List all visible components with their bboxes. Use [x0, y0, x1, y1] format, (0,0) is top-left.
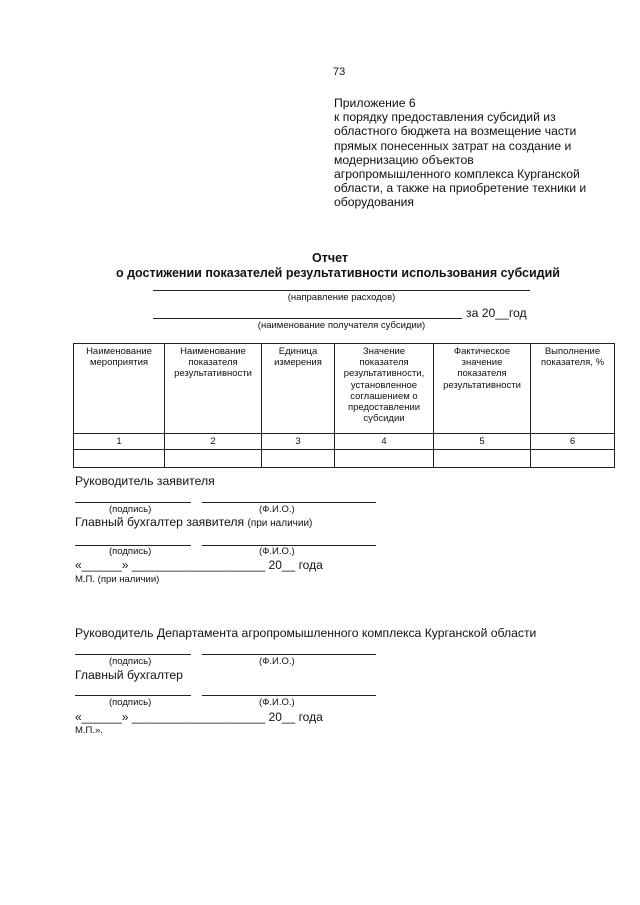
department-head-label: Руководитель Департамента агропромышленного комплекса Курганской области: [75, 626, 537, 640]
table-header-cell: Значение показателя результативности, установленное соглашением о предоставлении субсидии: [335, 344, 434, 434]
stamp-note: М.П.».: [75, 725, 103, 736]
report-title: Отчет: [311, 251, 348, 265]
fio-caption: (Ф.И.О.): [259, 504, 295, 515]
direction-caption: (направление расходов): [287, 292, 396, 303]
signature-caption: (подпись): [109, 504, 152, 515]
recipient-line: [153, 318, 462, 319]
signature-line: [75, 654, 191, 655]
table-header-cell: Фактическое значение показателя результативности: [434, 344, 531, 434]
signature-caption: (подпись): [109, 697, 152, 708]
column-number: 1: [74, 434, 165, 450]
signature-caption: (подпись): [109, 546, 152, 557]
fio-caption: (Ф.И.О.): [259, 546, 295, 557]
table-header-row: [74, 344, 615, 434]
stamp-note: М.П. (при наличии): [75, 574, 160, 585]
appendix-line: Приложение 6: [334, 96, 416, 110]
appendix-line: модернизацию объектов: [334, 152, 474, 167]
date-line: «______» ____________________ 20__ года: [75, 558, 323, 572]
table-cell: [74, 450, 165, 468]
column-number: 3: [262, 434, 335, 450]
table-header-cell: Наименование показателя результативности: [165, 344, 262, 434]
column-number: 6: [531, 434, 615, 450]
direction-line: [153, 290, 530, 291]
fio-caption: (Ф.И.О.): [259, 656, 295, 667]
table-cell: [262, 450, 335, 468]
chief-accountant-label: Главный бухгалтер: [75, 668, 183, 682]
fio-line: [202, 695, 376, 696]
fio-caption: (Ф.И.О.): [259, 697, 295, 708]
signature-line: [75, 502, 191, 503]
table-cell: [531, 450, 615, 468]
table-cell: [434, 450, 531, 468]
applicant-accountant-label: [75, 515, 312, 529]
column-number: 5: [434, 434, 531, 450]
table-cell: [335, 450, 434, 468]
appendix-line: к порядку предоставления субсидий из: [334, 110, 556, 125]
date-line: «______» ____________________ 20__ года: [75, 710, 323, 724]
recipient-caption: (наименование получателя субсидии): [257, 320, 426, 331]
appendix-line: областного бюджета на возмещение части: [334, 124, 577, 139]
for-year-label: за 20__год: [466, 306, 527, 320]
fio-line: [202, 502, 376, 503]
page-number: 73: [333, 66, 346, 78]
applicant-head-label: Руководитель заявителя: [75, 474, 215, 488]
report-table: [73, 343, 615, 468]
appendix-line: агропромышленного комплекса Курганской: [334, 167, 580, 182]
signature-line: [75, 695, 191, 696]
appendix-line: оборудования: [334, 195, 415, 210]
fio-line: [202, 654, 376, 655]
report-subtitle: о достижении показателей результативности использования субсидий: [116, 266, 560, 280]
signature-caption: (подпись): [109, 656, 152, 667]
table-header-cell: Единица измерения: [262, 344, 335, 434]
appendix-header: [334, 96, 624, 210]
if-any-note: (при наличии): [247, 518, 313, 529]
applicant-accountant-text: Главный бухгалтер заявителя: [75, 515, 245, 529]
table-empty-row: [74, 450, 615, 468]
table-cell: [165, 450, 262, 468]
table-header-cell: Наименование мероприятия: [74, 344, 165, 434]
table-number-row: [74, 434, 615, 450]
appendix-line: области, а также на приобретение техники и: [334, 181, 587, 196]
column-number: 2: [165, 434, 262, 450]
appendix-line: прямых понесенных затрат на создание и: [334, 138, 572, 153]
column-number: 4: [335, 434, 434, 450]
table-header-cell: Выполнение показателя, %: [531, 344, 615, 434]
